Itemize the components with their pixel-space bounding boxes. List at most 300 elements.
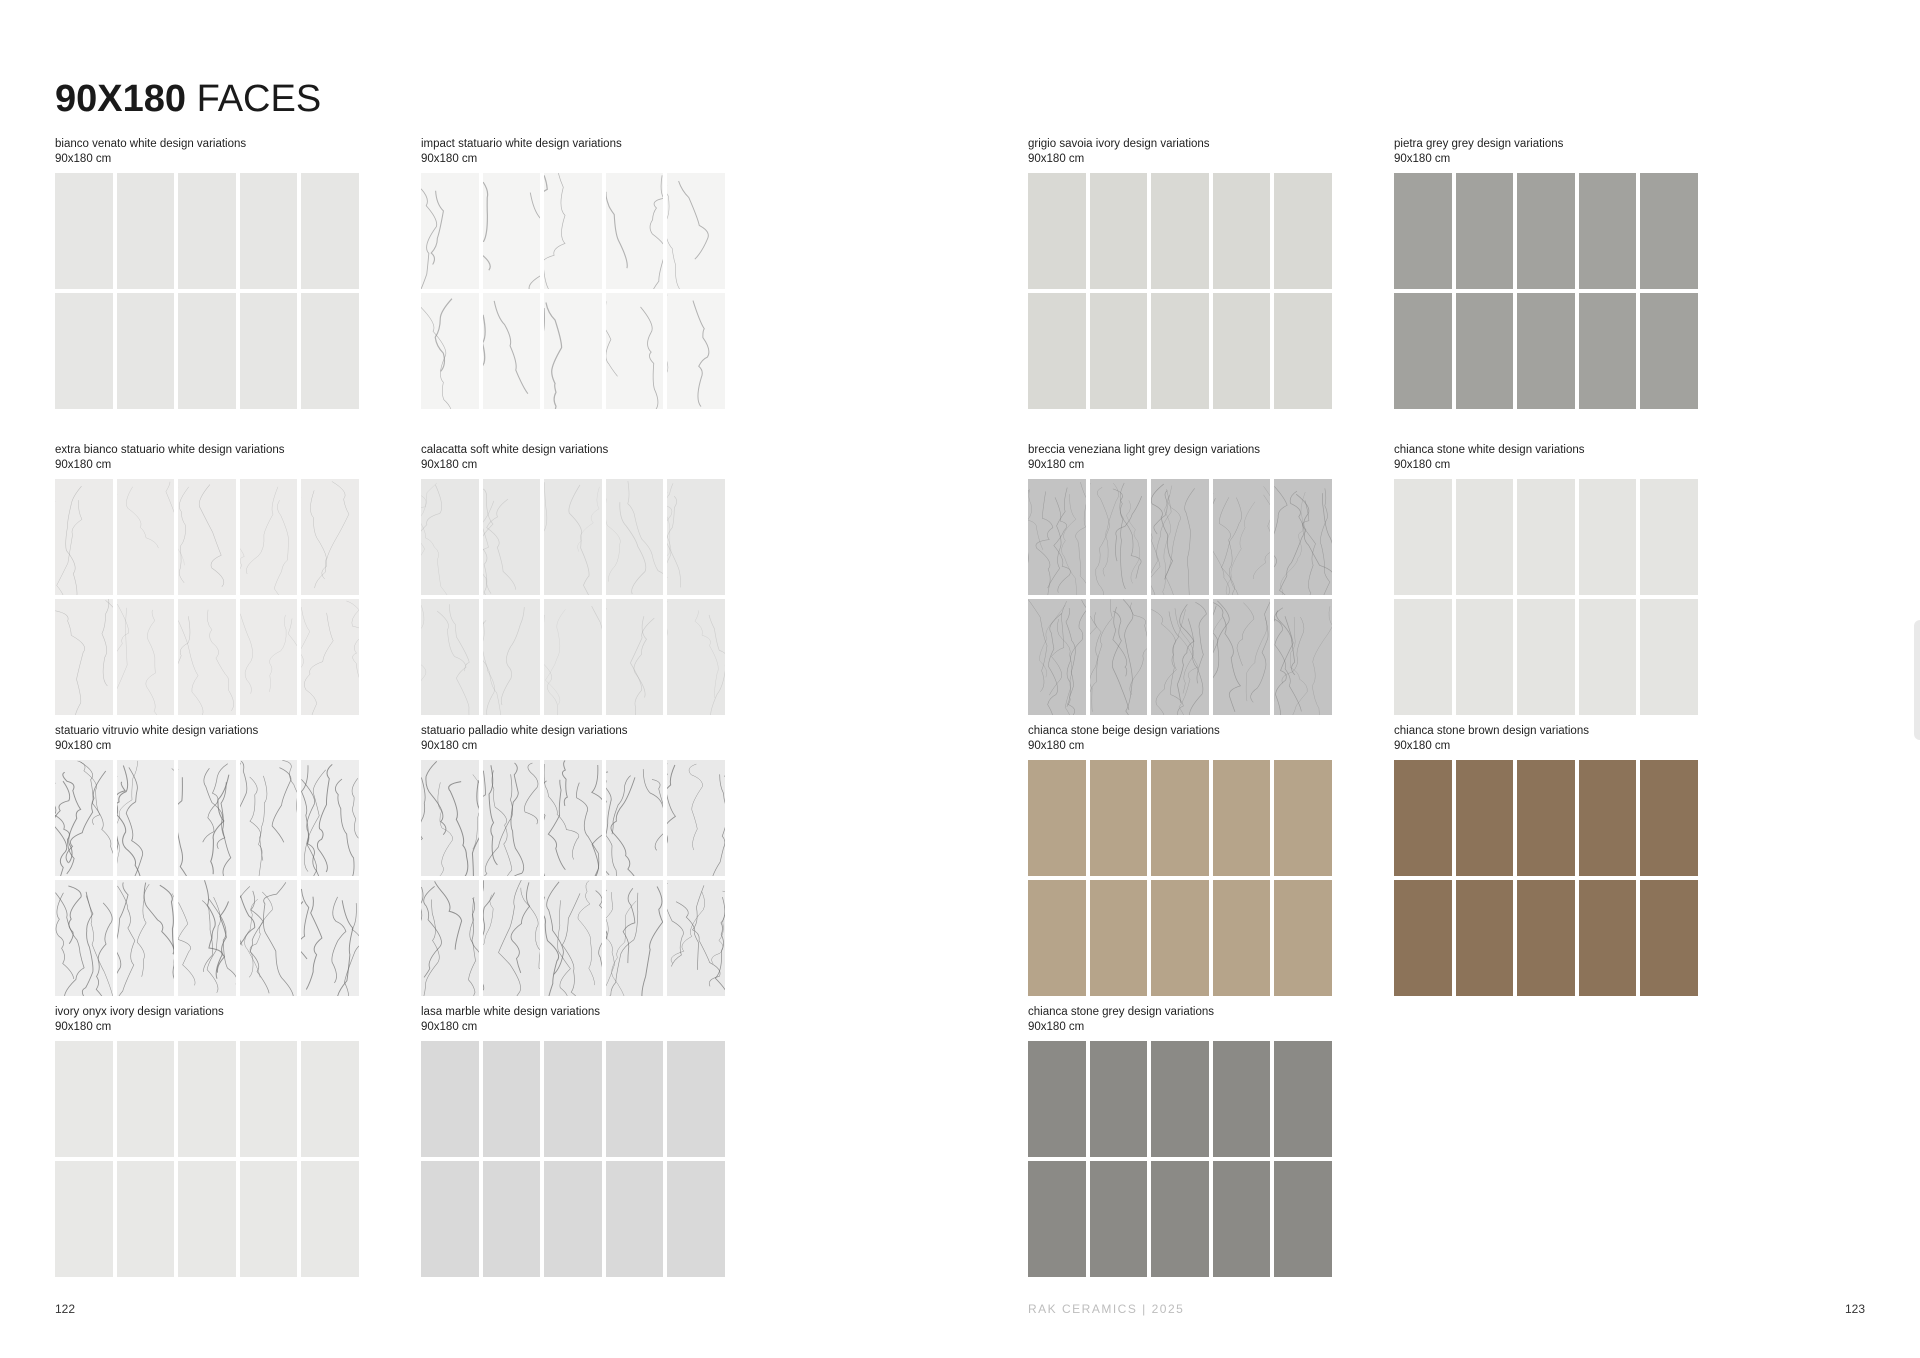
page-number-right: 123 [1844, 1302, 1865, 1316]
next-page-edge [1914, 620, 1920, 740]
marble-vein-texture [606, 479, 664, 595]
vein-line [1090, 483, 1092, 595]
vein-line [240, 614, 252, 694]
tile-variation [421, 173, 479, 289]
product-name: calacatta soft white design variations [421, 444, 609, 456]
marble-vein-texture [178, 760, 236, 876]
marble-vein-texture [421, 599, 479, 715]
tile-variation [667, 479, 725, 595]
marble-vein-texture [55, 479, 113, 595]
vein-line [544, 897, 559, 996]
tile-variation [1213, 599, 1271, 715]
product-name: statuario palladio white design variations [421, 725, 628, 737]
tile-variation [1456, 479, 1514, 595]
tile-variation [178, 173, 236, 289]
tile-variation [544, 173, 602, 289]
tile-variation [1213, 760, 1271, 876]
marble-vein-texture [544, 293, 602, 409]
marble-vein-texture [301, 880, 359, 996]
vein-line [1281, 492, 1306, 595]
vein-line [483, 620, 495, 715]
vein-line [1274, 486, 1287, 567]
tile-variation [421, 1161, 479, 1277]
vein-line [288, 619, 297, 715]
vein-line [144, 883, 174, 983]
tile-variation [117, 293, 175, 409]
tile-variation [117, 479, 175, 595]
marble-vein-texture [1213, 479, 1271, 595]
tile-variation [421, 1041, 479, 1157]
vein-line [676, 902, 699, 970]
marble-vein-texture [1090, 599, 1148, 715]
vein-line [472, 780, 478, 876]
marble-vein-texture [117, 760, 175, 876]
product-size: 90x180 cm [55, 459, 112, 471]
tile-variation [1213, 1161, 1271, 1277]
tile-variation [1456, 599, 1514, 715]
vein-line [671, 891, 705, 963]
vein-line [178, 777, 192, 876]
tile-variation [544, 760, 602, 876]
vein-line [1213, 601, 1229, 715]
marble-vein-texture [1274, 599, 1332, 715]
tile-variation [1090, 293, 1148, 409]
vein-line [117, 608, 127, 715]
tile-variation [1274, 599, 1332, 715]
tile-variation [117, 1161, 175, 1277]
product-name: chianca stone white design variations [1394, 444, 1585, 456]
vein-line [693, 301, 709, 407]
vein-line [667, 765, 675, 850]
tile-grid [421, 479, 725, 715]
tile-variation [1028, 479, 1086, 595]
tile-variation [1517, 760, 1575, 876]
tile-variation [1151, 880, 1209, 996]
marble-vein-texture [606, 599, 664, 715]
product-size: 90x180 cm [421, 153, 478, 165]
tile-variation [301, 1041, 359, 1157]
product-size: 90x180 cm [421, 1021, 478, 1033]
tile-variation [1090, 479, 1148, 595]
tile-variation [1394, 599, 1452, 715]
marble-vein-texture [421, 293, 479, 409]
tile-variation [1028, 173, 1086, 289]
tile-variation [606, 599, 664, 715]
vein-line [1275, 619, 1302, 711]
vein-line [66, 486, 82, 595]
tile-grid [1028, 1041, 1332, 1277]
tile-variation [606, 173, 664, 289]
tile-variation [483, 1161, 541, 1277]
tile-variation [667, 760, 725, 876]
tile-variation [606, 479, 664, 595]
product-card-pietra-grey [1394, 137, 1698, 167]
vein-line [716, 897, 725, 996]
tile-variation [1213, 1041, 1271, 1157]
product-size: 90x180 cm [55, 1021, 112, 1033]
tile-variation [1394, 293, 1452, 409]
vein-line [695, 610, 718, 698]
tile-variation [240, 479, 298, 595]
vein-line [544, 615, 558, 715]
tile-variation [1151, 1041, 1209, 1157]
vein-line [483, 622, 516, 715]
product-card-bianco-venato [55, 137, 359, 167]
marble-vein-texture [421, 173, 479, 289]
marble-vein-texture [606, 173, 664, 289]
vein-line [450, 604, 470, 671]
marble-vein-texture [606, 760, 664, 876]
tile-variation [667, 173, 725, 289]
tile-variation [240, 293, 298, 409]
product-size: 90x180 cm [421, 740, 478, 752]
marble-vein-texture [1090, 479, 1148, 595]
product-name: grigio savoia ivory design variations [1028, 138, 1210, 150]
vein-line [1188, 618, 1203, 715]
marble-vein-texture [240, 760, 298, 876]
vein-line [421, 777, 425, 876]
vein-line [145, 610, 163, 715]
tile-variation [240, 599, 298, 715]
vein-line [558, 900, 571, 996]
vein-line [102, 599, 109, 686]
tile-variation [667, 880, 725, 996]
vein-line [55, 611, 85, 715]
tile-variation [55, 760, 113, 876]
vein-line [301, 779, 317, 876]
vein-line [1049, 601, 1066, 695]
vein-line [544, 175, 547, 248]
vein-line [178, 616, 190, 715]
tile-variation [1579, 173, 1637, 289]
product-size: 90x180 cm [1028, 740, 1085, 752]
brand-footer: RAK CERAMICS | 2025 [1028, 1302, 1185, 1316]
product-name: impact statuario white design variations [421, 138, 622, 150]
product-size: 90x180 cm [55, 740, 112, 752]
tile-variation [1579, 479, 1637, 595]
vein-line [449, 782, 468, 876]
vein-line [56, 893, 74, 979]
tile-variation [483, 880, 541, 996]
vein-line [55, 893, 84, 996]
tile-variation [1028, 760, 1086, 876]
vein-line [431, 191, 443, 265]
vein-line [1219, 497, 1248, 595]
vein-line [483, 771, 485, 876]
vein-line [1090, 612, 1097, 715]
vein-line [421, 605, 426, 715]
tile-variation [606, 760, 664, 876]
tile-variation [1028, 880, 1086, 996]
tile-variation [1517, 880, 1575, 996]
tile-variation [301, 1161, 359, 1277]
tile-variation [117, 880, 175, 996]
tile-variation [483, 173, 541, 289]
tile-variation [1274, 173, 1332, 289]
tile-variation [667, 293, 725, 409]
marble-vein-texture [483, 880, 541, 996]
vein-line [483, 315, 485, 409]
vein-line [421, 496, 452, 595]
tile-variation [1456, 880, 1514, 996]
tile-variation [1274, 880, 1332, 996]
vein-line [1226, 502, 1255, 595]
tile-variation [1579, 880, 1637, 996]
vein-line [249, 777, 262, 861]
tile-grid [55, 760, 359, 996]
vein-line [269, 615, 286, 692]
vein-line [623, 888, 635, 963]
vein-line [544, 764, 579, 860]
vein-line [596, 891, 602, 996]
vein-line [1253, 486, 1270, 579]
product-card-ivory-onyx [55, 1005, 359, 1035]
tile-variation [1151, 1161, 1209, 1277]
vein-line [569, 485, 592, 595]
product-name: ivory onyx ivory design variations [55, 1006, 224, 1018]
vein-line [709, 615, 725, 715]
tile-variation [178, 880, 236, 996]
tile-variation [544, 479, 602, 595]
tile-variation [1151, 293, 1209, 409]
tile-variation [1517, 479, 1575, 595]
product-card-extra-bianco-statuario [55, 443, 359, 473]
vein-line [544, 173, 565, 289]
vein-line [667, 295, 669, 409]
tile-grid [55, 173, 359, 409]
tile-variation [1640, 599, 1698, 715]
vein-line [1076, 482, 1086, 595]
vein-line [486, 499, 515, 589]
vein-line [82, 892, 93, 996]
tile-variation [55, 1161, 113, 1277]
vein-line [311, 490, 327, 588]
tile-variation [483, 293, 541, 409]
tile-variation [544, 880, 602, 996]
product-card-chianca-stone-white [1394, 443, 1698, 473]
tile-variation [117, 1041, 175, 1157]
tile-variation [1151, 599, 1209, 715]
product-size: 90x180 cm [1394, 459, 1451, 471]
tile-variation [1274, 293, 1332, 409]
tile-variation [544, 1161, 602, 1277]
tile-variation [606, 293, 664, 409]
product-card-statuario-palladio [421, 724, 725, 754]
vein-line [667, 774, 675, 847]
tile-variation [1151, 760, 1209, 876]
vein-line [1287, 617, 1308, 715]
tile-variation [1640, 760, 1698, 876]
tile-variation [1456, 760, 1514, 876]
tile-variation [301, 173, 359, 289]
tile-variation [117, 173, 175, 289]
page-title-word: FACES [196, 78, 322, 120]
vein-line [1160, 486, 1172, 595]
tile-variation [1394, 880, 1452, 996]
tile-variation [240, 760, 298, 876]
vein-line [1169, 611, 1183, 715]
tile-variation [1579, 599, 1637, 715]
vein-line [178, 902, 195, 985]
vein-line [544, 781, 555, 876]
tile-grid [55, 1041, 359, 1277]
vein-line [640, 307, 657, 409]
product-card-breccia-veneziana [1028, 443, 1332, 473]
vein-line [117, 604, 129, 694]
marble-vein-texture [667, 479, 725, 595]
vein-line [272, 768, 291, 843]
vein-line [667, 883, 683, 966]
vein-line [563, 760, 568, 805]
tile-variation [483, 599, 541, 715]
vein-line [546, 303, 562, 409]
vein-line [638, 886, 662, 996]
tile-variation [1213, 880, 1271, 996]
vein-line [305, 613, 334, 715]
vein-line [1151, 484, 1172, 579]
product-name: chianca stone beige design variations [1028, 725, 1220, 737]
product-name: extra bianco statuario white design variations [55, 444, 285, 456]
vein-line [165, 482, 174, 595]
tile-variation [1151, 479, 1209, 595]
vein-line [1115, 496, 1141, 561]
vein-line [301, 889, 309, 959]
tile-grid [1028, 173, 1332, 409]
tile-variation [55, 880, 113, 996]
product-name: chianca stone brown design variations [1394, 725, 1589, 737]
product-card-impact-statuario [421, 137, 725, 167]
marble-vein-texture [421, 880, 479, 996]
product-name: statuario vitruvio white design variations [55, 725, 259, 737]
marble-vein-texture [421, 760, 479, 876]
tile-variation [301, 880, 359, 996]
tile-variation [1640, 479, 1698, 595]
vein-line [612, 776, 631, 835]
tile-variation [240, 1161, 298, 1277]
vein-line [1280, 491, 1304, 595]
vein-line [421, 887, 423, 964]
vein-line [1196, 602, 1207, 683]
tile-variation [178, 760, 236, 876]
vein-line [606, 772, 611, 875]
product-name: pietra grey grey design variations [1394, 138, 1564, 150]
vein-line [347, 601, 359, 712]
vein-line [547, 882, 564, 975]
tile-grid [1028, 760, 1332, 996]
product-card-calacatta-soft [421, 443, 725, 473]
tile-variation [606, 1041, 664, 1157]
page-title-size: 90X180 [55, 78, 187, 120]
vein-line [1185, 488, 1195, 595]
tile-variation [544, 1041, 602, 1157]
tile-variation [1213, 173, 1271, 289]
product-card-lasa-marble [421, 1005, 725, 1035]
vein-line [498, 880, 521, 996]
product-size: 90x180 cm [55, 153, 112, 165]
vein-line [421, 298, 452, 409]
marble-vein-texture [667, 173, 725, 289]
tile-variation [301, 599, 359, 715]
tile-variation [1456, 293, 1514, 409]
product-name: chianca stone grey design variations [1028, 1006, 1215, 1018]
vein-line [117, 882, 128, 996]
vein-line [1297, 494, 1332, 578]
vein-line [179, 487, 189, 583]
vein-line [171, 769, 174, 828]
tile-variation [1394, 479, 1452, 595]
tile-variation [1090, 880, 1148, 996]
tile-variation [1517, 173, 1575, 289]
tile-variation [55, 599, 113, 715]
vein-line [246, 487, 278, 574]
tile-variation [178, 1161, 236, 1277]
marble-vein-texture [117, 880, 175, 996]
tile-variation [1090, 1041, 1148, 1157]
tile-variation [1579, 293, 1637, 409]
tile-variation [55, 479, 113, 595]
marble-vein-texture [421, 479, 479, 595]
tile-variation [1274, 479, 1332, 595]
vein-line [483, 895, 493, 972]
tile-variation [421, 479, 479, 595]
marble-vein-texture [483, 479, 541, 595]
tile-variation [1213, 293, 1271, 409]
vein-line [1213, 617, 1222, 715]
vein-line [435, 881, 462, 949]
page-number-left: 122 [55, 1302, 76, 1316]
vein-line [86, 896, 112, 996]
marble-vein-texture [178, 599, 236, 715]
vein-line [322, 481, 349, 579]
marble-vein-texture [301, 479, 359, 595]
tile-variation [1274, 1041, 1332, 1157]
vein-line [1028, 489, 1043, 550]
vein-line [159, 885, 174, 996]
marble-vein-texture [544, 479, 602, 595]
vein-line [592, 606, 602, 688]
vein-line [1090, 599, 1112, 711]
tile-variation [544, 293, 602, 409]
vein-line [1213, 603, 1240, 712]
tile-variation [421, 293, 479, 409]
tile-variation [178, 1041, 236, 1157]
tile-grid [421, 173, 725, 409]
marble-vein-texture [55, 880, 113, 996]
marble-vein-texture [544, 599, 602, 715]
vein-line [421, 485, 442, 595]
vein-line [492, 770, 512, 876]
vein-line [511, 882, 530, 973]
tile-grid [1394, 173, 1698, 409]
tile-variation [1028, 1161, 1086, 1277]
product-card-grigio-savoia [1028, 137, 1332, 167]
vein-line [520, 888, 540, 996]
tile-variation [117, 599, 175, 715]
vein-line [421, 189, 437, 289]
marble-vein-texture [544, 173, 602, 289]
tile-variation [1028, 1041, 1086, 1157]
tile-variation [1579, 760, 1637, 876]
marble-vein-texture [1028, 599, 1086, 715]
vein-line [606, 192, 627, 268]
vein-line [57, 500, 82, 595]
product-name: bianco venato white design variations [55, 138, 247, 150]
vein-line [421, 900, 439, 996]
tile-variation [240, 880, 298, 996]
vein-line [606, 890, 607, 979]
vein-line [1175, 608, 1194, 693]
tile-variation [301, 760, 359, 876]
